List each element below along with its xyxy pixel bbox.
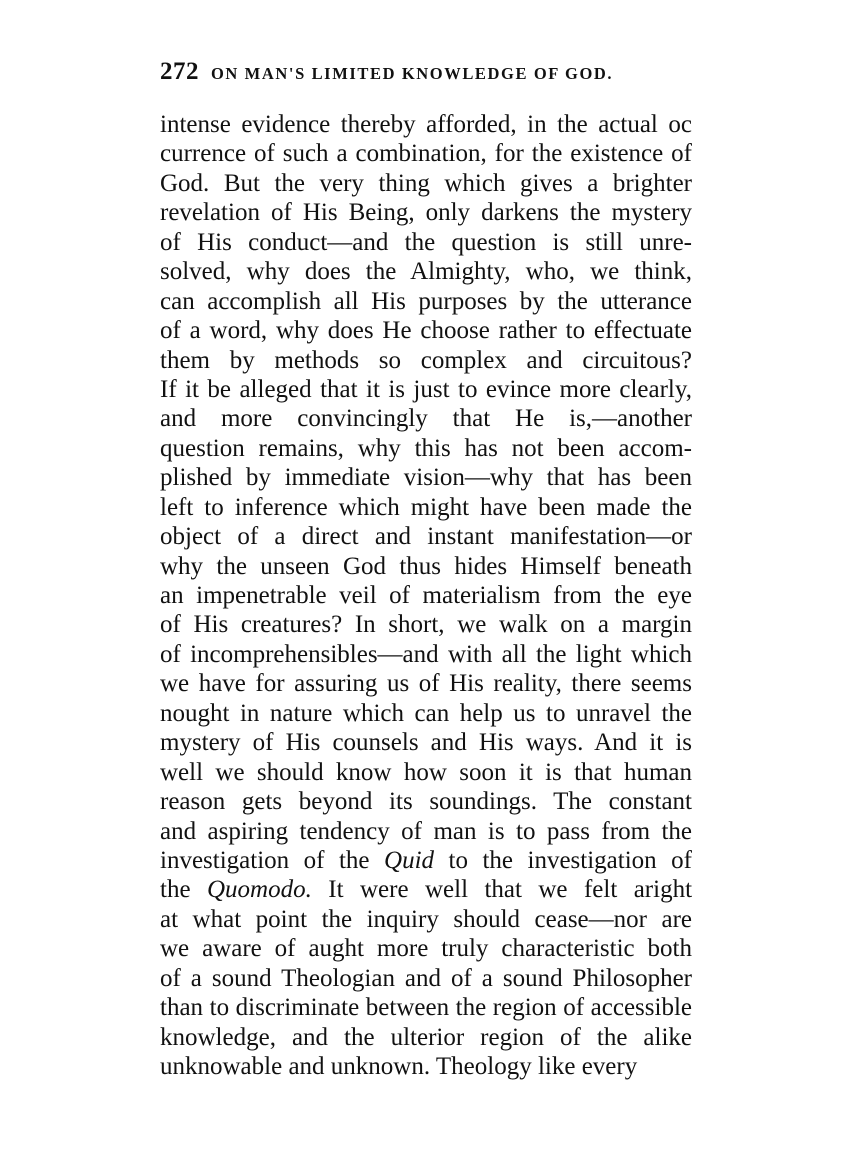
text-line-with-italic: [160, 846, 692, 875]
text-line: plished by immediate vision—why that has been: [160, 464, 692, 492]
text-line: currence of such a combination, for the existence of: [160, 140, 692, 168]
text-line: reason gets beyond its soundings. The constant: [160, 788, 692, 816]
text-line: and aspiring tendency of man is to pass from the: [160, 817, 692, 845]
text-line: an impenetrable veil of materialism from the eye: [160, 582, 692, 609]
running-head-title: ON MAN'S LIMITED KNOWLEDGE OF GOD.: [211, 64, 614, 83]
text-line: question remains, why this has not been accom-: [160, 434, 692, 462]
italic-term-quomodo: Quomodo.: [206, 876, 312, 904]
text-line-with-italic: [160, 875, 692, 904]
text-line: of a sound Theologian and of a sound Philosopher: [160, 964, 692, 992]
body-text: [160, 110, 692, 1081]
text-line: God. But the very thing which gives a brighter: [160, 169, 692, 197]
text-line: we have for assuring us of His reality, there seems: [160, 670, 692, 698]
text-line: unknowable and unknown. Theology like every: [160, 1053, 638, 1080]
text-line: than to discriminate between the region of accessible: [160, 994, 692, 1022]
text-segment: It were well that we felt aright: [328, 876, 692, 904]
text-line: why the unseen God thus hides Himself beneath: [160, 552, 692, 580]
text-segment: to the investigation of: [448, 846, 692, 874]
text-line: of incomprehensibles—and with all the light which: [160, 640, 692, 668]
text-line: If it be alleged that it is just to evince more clearly,: [160, 375, 692, 403]
text-line: of His creatures? In short, we walk on a margin: [160, 611, 692, 639]
italic-term-quid: Quid: [384, 846, 435, 874]
page-number: 272: [160, 58, 199, 85]
text-line: mystery of His counsels and His ways. And it is: [160, 729, 692, 757]
text-line: knowledge, and the ulterior region of the alike: [160, 1023, 692, 1051]
text-line: we aware of aught more truly characteristic both: [160, 935, 692, 963]
text-segment: the: [160, 876, 191, 904]
text-line: object of a direct and instant manifestation—or: [160, 523, 692, 551]
text-line: well we should know how soon it is that human: [160, 758, 692, 786]
text-line: solved, why does the Almighty, who, we think,: [160, 258, 692, 286]
text-line: and more convincingly that He is,—another: [160, 405, 692, 433]
text-line: revelation of His Being, only darkens the mystery: [160, 199, 692, 227]
text-line: of His conduct—and the question is still unre-: [160, 228, 692, 256]
text-line: nought in nature which can help us to unravel the: [160, 699, 692, 727]
running-head: [160, 58, 700, 92]
text-line: at what point the inquiry should cease—nor are: [160, 905, 692, 933]
text-line: of a word, why does He choose rather to effectuate: [160, 317, 692, 345]
text-line: intense evidence thereby afforded, in the actual oc: [160, 111, 692, 138]
text-line: left to inference which might have been made the: [160, 493, 692, 521]
text-line: can accomplish all His purposes by the utterance: [160, 287, 692, 315]
text-line: them by methods so complex and circuitous?: [160, 346, 692, 374]
text-segment: investigation of the: [160, 846, 370, 874]
